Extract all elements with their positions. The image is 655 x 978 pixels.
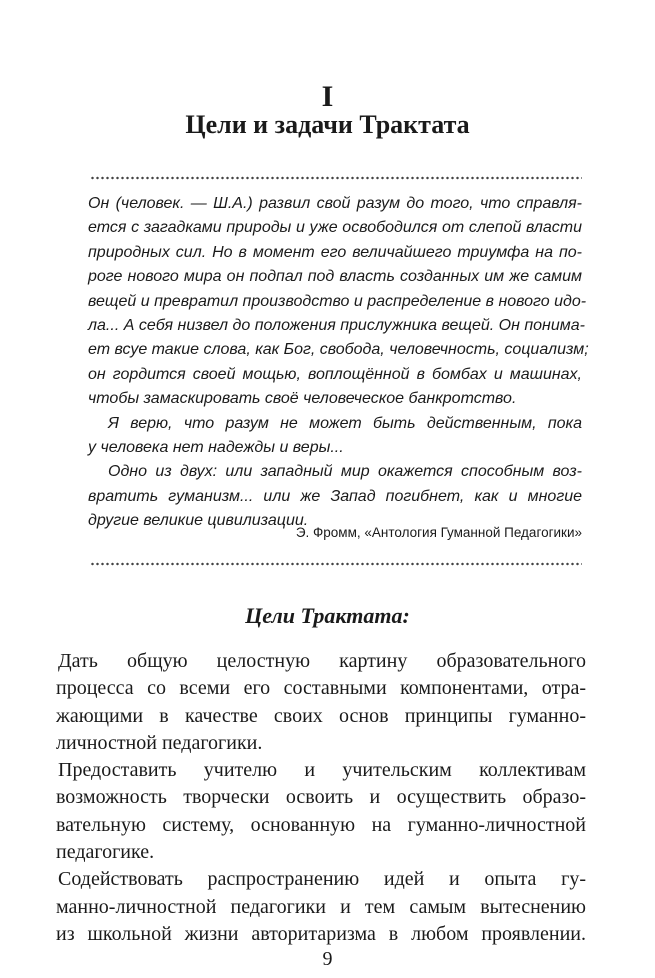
body-line: процесса со всеми его составными компонентами, отра- — [56, 677, 586, 700]
epigraph-line: он гордится своей мощью, воплощённой в бомбах и машинах, — [88, 365, 582, 383]
ornament-divider-top — [90, 175, 582, 181]
epigraph-line: ла... А себя низвел до положения прислужника вещей. Он понима- — [88, 317, 585, 335]
epigraph-line: Я верю, что разум не может быть действенным, пока — [108, 414, 582, 432]
section-title: Цели Трактата: — [245, 603, 410, 628]
epigraph-line: другие великие цивилизации. — [88, 512, 309, 530]
body-line: педагогике. — [56, 841, 155, 864]
body-line: вательную систему, основанную на гуманно-личностной — [56, 813, 586, 836]
epigraph-line: роге нового мира он подпал под власть созданных им же самим — [88, 268, 582, 286]
epigraph-line: вратить гуманизм... или же Запад погибнет, как и многие — [88, 487, 582, 505]
epigraph-line: Одно из двух: или западный мир окажется способным воз- — [108, 463, 582, 481]
chapter-title: Цели и задачи Трактата — [185, 110, 470, 139]
body-line: Предоставить учителю и учительским коллективам — [58, 759, 586, 782]
body-line: Дать общую целостную картину образовательного — [58, 650, 586, 672]
epigraph-line: у человека нет надежды и веры... — [88, 439, 344, 457]
epigraph-line: вещей и превратил производство и распределение в нового идо- — [88, 292, 587, 310]
body-line: жающими в качестве своих основ принципы гуманно- — [56, 704, 586, 727]
chapter-number: I — [321, 80, 334, 113]
epigraph — [88, 192, 589, 534]
body-text — [56, 648, 586, 948]
body-line: возможность творчески освоить и осуществить образо- — [56, 786, 586, 809]
body-line: личностной педагогики. — [56, 731, 263, 754]
body-line: манно-личностной педагогики и тем самым вытеснению — [56, 895, 586, 918]
epigraph-line: ется с загадками природы и уже освободился от слепой власти — [88, 219, 582, 237]
epigraph-attribution: Э. Фромм, «Антология Гуманной Педагогики» — [295, 525, 582, 540]
epigraph-line: природных сил. Но в момент его величайшего триумфа на по- — [88, 243, 582, 261]
body-line: Содействовать распространению идей и опыта гу- — [58, 868, 586, 891]
body-line: из школьной жизни авторитаризма в любом проявлении. — [56, 922, 586, 945]
epigraph-line: чтобы замаскировать своё человеческое банкротство. — [88, 390, 517, 408]
page-number: 9 — [322, 948, 333, 970]
ornament-divider-bottom — [90, 561, 582, 567]
epigraph-line: ет всуе такие слова, как Бог, свобода, человечность, социализм; — [88, 341, 589, 359]
epigraph-line: Он (человек. — Ш.А.) развил свой разум до того, что справля- — [88, 195, 582, 212]
